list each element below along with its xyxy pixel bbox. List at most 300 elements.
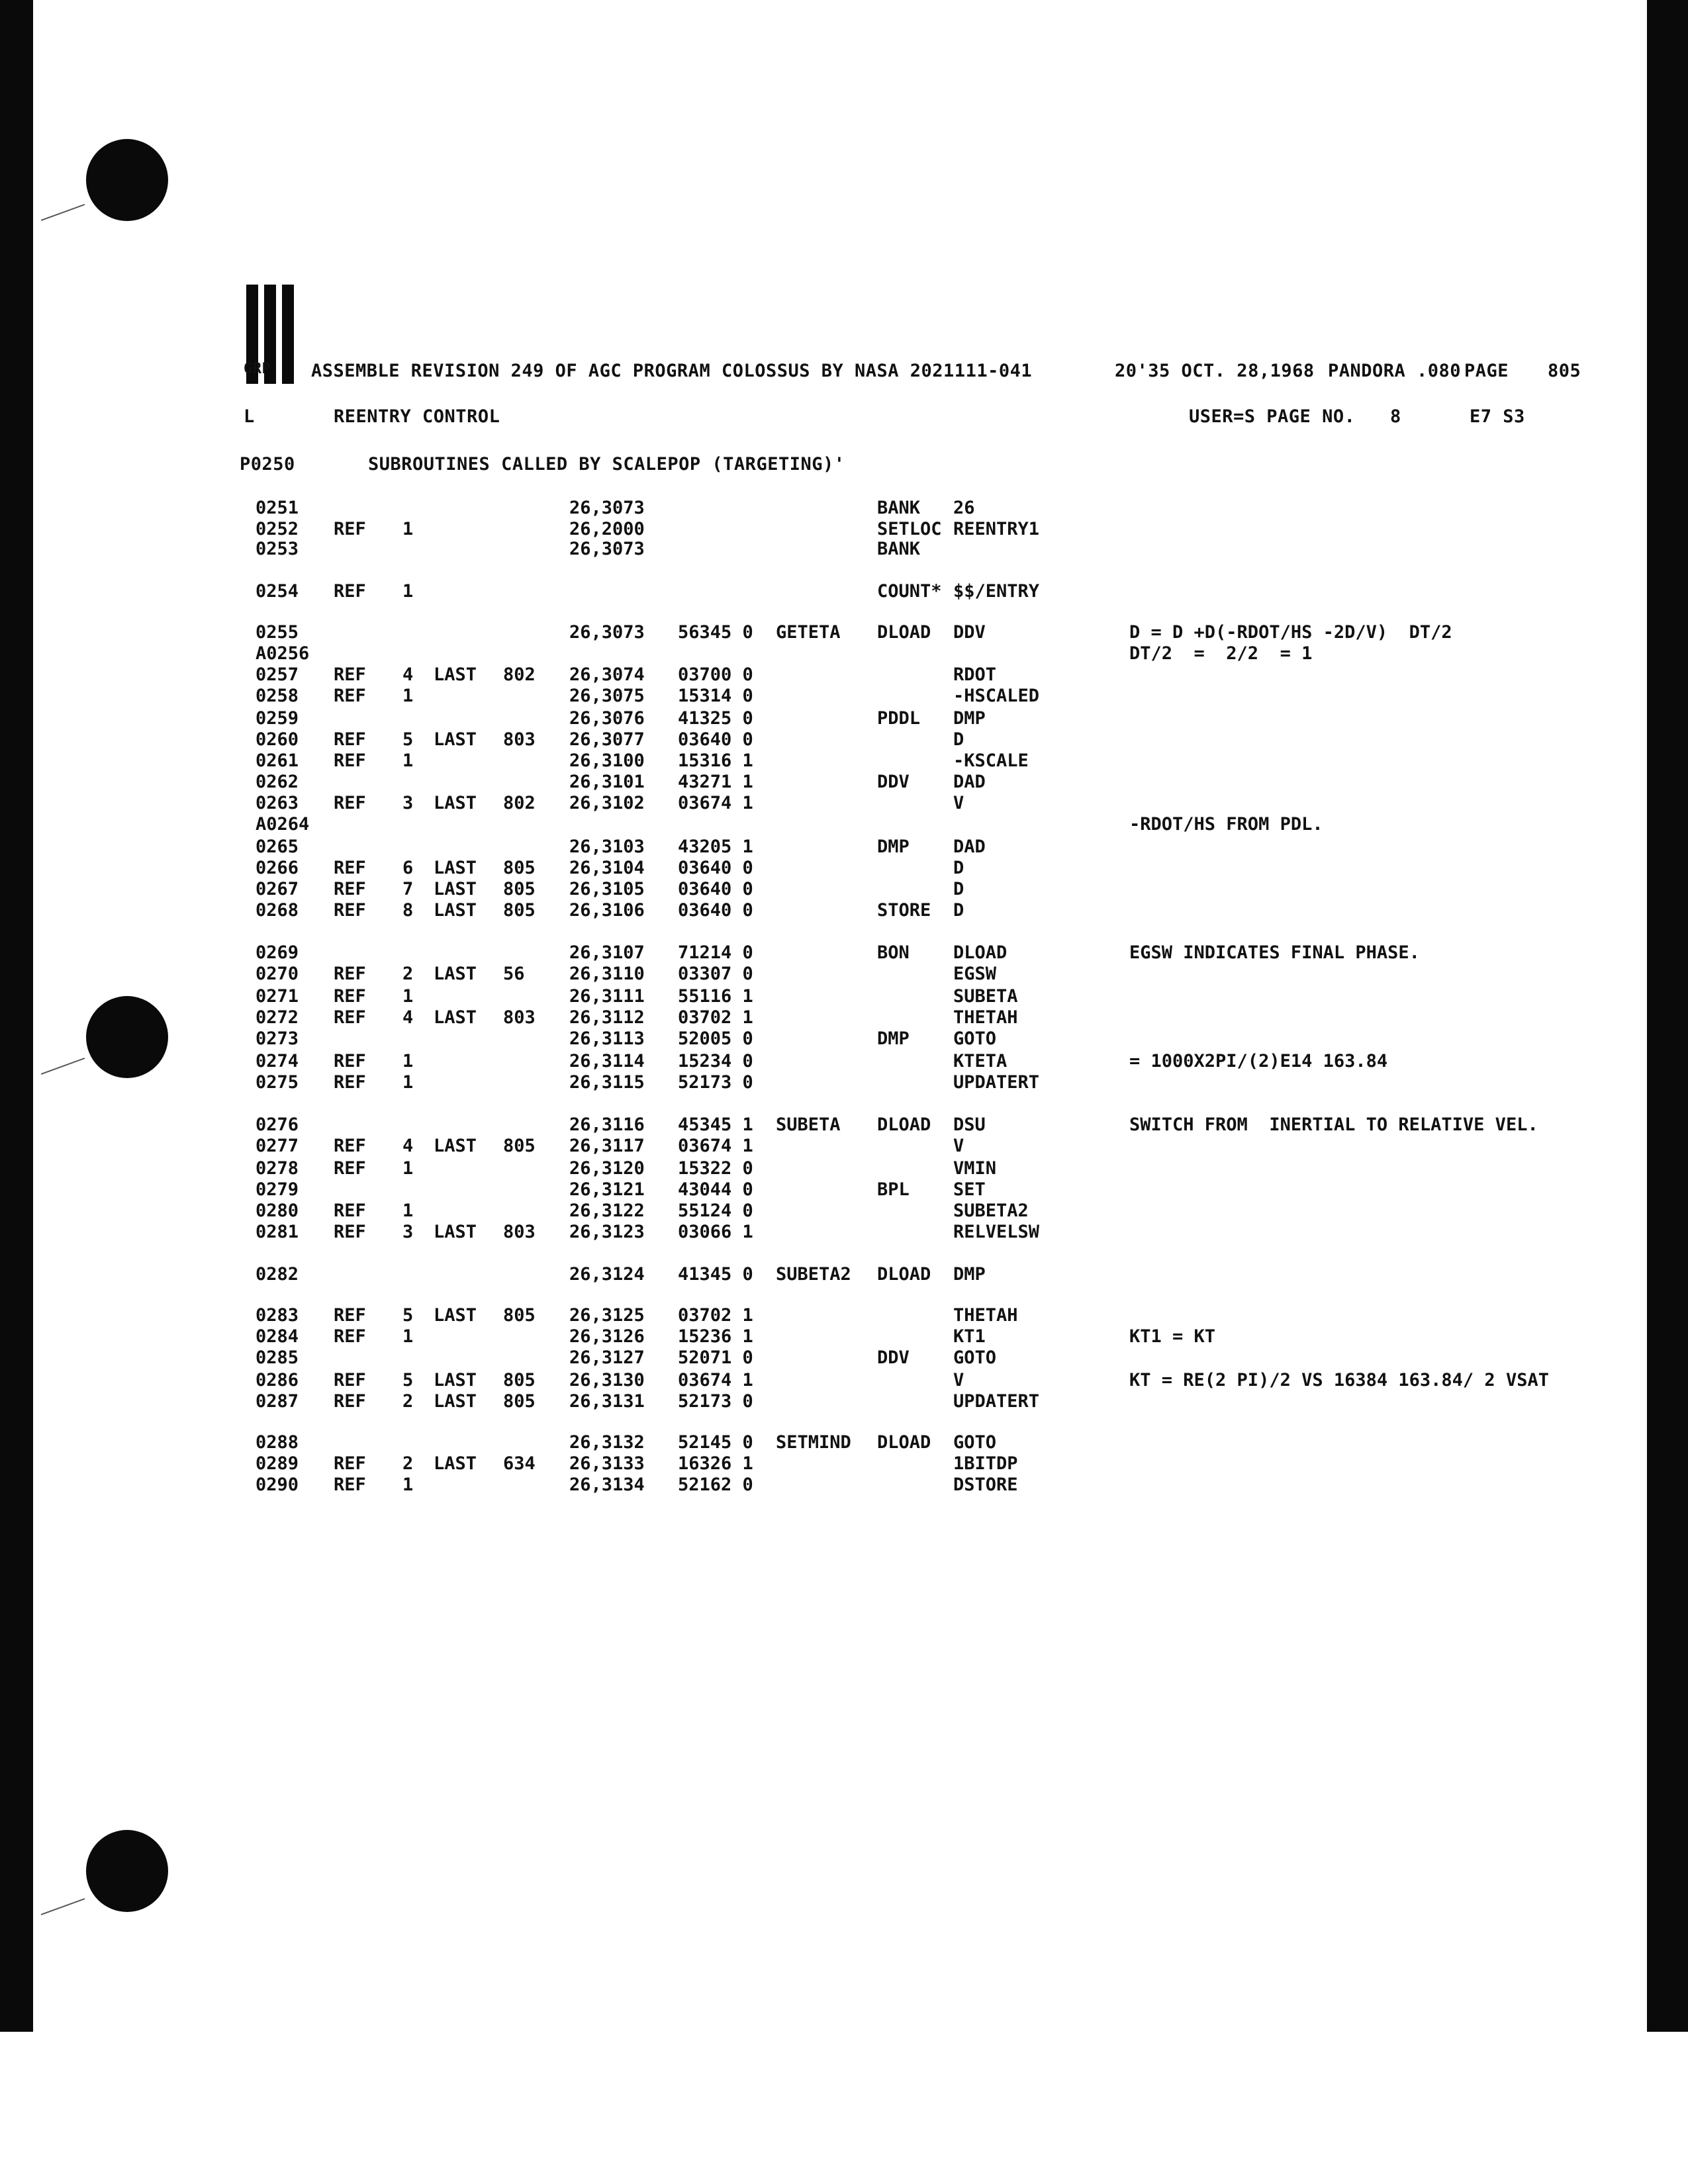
- ref-count: 1: [402, 751, 414, 771]
- ref-flag: REF: [334, 1201, 366, 1221]
- ref-count: 4: [402, 664, 414, 685]
- address: 26,3104: [569, 858, 645, 878]
- ref-flag: REF: [334, 1007, 366, 1028]
- octal-code: 52162 0: [678, 1475, 753, 1495]
- operand: D: [953, 858, 964, 878]
- listing-row: [0, 986, 1589, 1007]
- octal-code: 03674 1: [678, 1136, 753, 1156]
- header-mark: GRP: [244, 361, 271, 377]
- ref-count: 1: [402, 1158, 414, 1179]
- ref-flag: REF: [334, 1158, 366, 1179]
- address: 26,3117: [569, 1136, 645, 1156]
- operand: EGSW: [953, 964, 997, 984]
- line-number: 0272: [256, 1007, 299, 1028]
- listing-row: [0, 1028, 1589, 1050]
- operand: D: [953, 879, 964, 899]
- line-number: 0253: [256, 539, 299, 559]
- line-number: 0268: [256, 900, 299, 921]
- listing-row: [0, 793, 1589, 814]
- address: 26,2000: [569, 519, 645, 539]
- operand: VMIN: [953, 1158, 997, 1179]
- line-number: 0263: [256, 793, 299, 813]
- line-number: 0289: [256, 1453, 299, 1474]
- opcode: DDV: [877, 772, 910, 792]
- opcode: DDV: [877, 1347, 910, 1368]
- operand: GOTO: [953, 1432, 997, 1453]
- octal-code: 03640 0: [678, 858, 753, 878]
- listing-row: [0, 1347, 1589, 1369]
- octal-code: 43271 1: [678, 772, 753, 792]
- line-number: 0283: [256, 1305, 299, 1326]
- opcode: BON: [877, 942, 910, 963]
- listing-row: [0, 686, 1589, 707]
- last-page: 805: [503, 1136, 536, 1156]
- ref-flag: REF: [334, 1222, 366, 1242]
- listing-row: [0, 1136, 1589, 1157]
- opcode: SETLOC: [877, 519, 942, 539]
- listing-row: [0, 664, 1589, 686]
- line-number: 0284: [256, 1326, 299, 1347]
- comment: EGSW INDICATES FINAL PHASE.: [1129, 942, 1420, 963]
- last-flag: LAST: [434, 900, 477, 921]
- subheader-left-code: L: [244, 406, 255, 427]
- line-number: 0280: [256, 1201, 299, 1221]
- address: 26,3113: [569, 1028, 645, 1049]
- last-page: 803: [503, 1222, 536, 1242]
- address: 26,3134: [569, 1475, 645, 1495]
- listing-row: [0, 708, 1589, 729]
- last-flag: LAST: [434, 1305, 477, 1326]
- listing-row: [0, 1115, 1589, 1136]
- ref-count: 1: [402, 1475, 414, 1495]
- octal-code: 55116 1: [678, 986, 753, 1007]
- line-number: 0261: [256, 751, 299, 771]
- listing-row: [0, 1072, 1589, 1093]
- ref-flag: REF: [334, 1326, 366, 1347]
- ref-count: 4: [402, 1007, 414, 1028]
- octal-code: 52173 0: [678, 1072, 753, 1093]
- ref-flag: REF: [334, 1305, 366, 1326]
- last-flag: LAST: [434, 664, 477, 685]
- operand: 26: [953, 498, 975, 518]
- octal-code: 45345 1: [678, 1115, 753, 1135]
- address: 26,3125: [569, 1305, 645, 1326]
- listing-row: [0, 1326, 1589, 1347]
- section-title: REENTRY CONTROL: [334, 406, 500, 427]
- octal-code: 03702 1: [678, 1305, 753, 1326]
- octal-code: 52071 0: [678, 1347, 753, 1368]
- listing-row: [0, 858, 1589, 879]
- opcode: PDDL: [877, 708, 921, 729]
- listing-row: [0, 1370, 1589, 1391]
- octal-code: 15234 0: [678, 1051, 753, 1071]
- user-code: E7 S3: [1470, 406, 1525, 427]
- listing-row: [0, 837, 1589, 858]
- address: 26,3106: [569, 900, 645, 921]
- octal-code: 03307 0: [678, 964, 753, 984]
- operand: KTETA: [953, 1051, 1008, 1071]
- comment: KT1 = KT: [1129, 1326, 1216, 1347]
- address: 26,3120: [569, 1158, 645, 1179]
- comment: = 1000X2PI/(2)E14 163.84: [1129, 1051, 1388, 1071]
- line-number: 0278: [256, 1158, 299, 1179]
- ref-count: 1: [402, 581, 414, 602]
- ref-flag: REF: [334, 751, 366, 771]
- octal-code: 16326 1: [678, 1453, 753, 1474]
- address: 26,3114: [569, 1051, 645, 1071]
- octal-code: 52145 0: [678, 1432, 753, 1453]
- ref-count: 2: [402, 964, 414, 984]
- ref-flag: REF: [334, 519, 366, 539]
- octal-code: 52173 0: [678, 1391, 753, 1412]
- ref-count: 7: [402, 879, 414, 899]
- octal-code: 03702 1: [678, 1007, 753, 1028]
- line-number: 0251: [256, 498, 299, 518]
- ref-count: 1: [402, 1051, 414, 1071]
- address: 26,3076: [569, 708, 645, 729]
- line-number: 0258: [256, 686, 299, 706]
- user-page-number: 8: [1390, 406, 1401, 427]
- address: 26,3132: [569, 1432, 645, 1453]
- header-title: ASSEMBLE REVISION 249 OF AGC PROGRAM COLOSSUS BY NASA 2021111-041: [311, 361, 1033, 381]
- last-page: 803: [503, 729, 536, 750]
- opcode: DLOAD: [877, 622, 931, 643]
- line-number: A0264: [256, 814, 310, 835]
- line-number: 0277: [256, 1136, 299, 1156]
- line-number: A0256: [256, 643, 310, 664]
- listing-row: [0, 643, 1589, 664]
- ref-flag: REF: [334, 1370, 366, 1390]
- header-timestamp: 20'35 OCT. 28,1968: [1115, 361, 1315, 381]
- address: 26,3111: [569, 986, 645, 1007]
- listing-row: [0, 498, 1589, 519]
- ref-count: 1: [402, 1201, 414, 1221]
- comment: -RDOT/HS FROM PDL.: [1129, 814, 1323, 835]
- listing-row: [0, 772, 1589, 793]
- listing-row: [0, 964, 1589, 985]
- last-page: 56: [503, 964, 525, 984]
- listing-row: [0, 1201, 1589, 1222]
- last-flag: LAST: [434, 1453, 477, 1474]
- listing-row: [0, 900, 1589, 921]
- symbol-label: GETETA: [776, 622, 841, 643]
- address: 26,3131: [569, 1391, 645, 1412]
- ref-flag: REF: [334, 686, 366, 706]
- listing-row: [0, 942, 1589, 964]
- octal-code: 03640 0: [678, 879, 753, 899]
- last-flag: LAST: [434, 1136, 477, 1156]
- ref-flag: REF: [334, 879, 366, 899]
- last-page: 802: [503, 793, 536, 813]
- listing-row: [0, 1475, 1589, 1496]
- octal-code: 03674 1: [678, 1370, 753, 1390]
- last-page: 802: [503, 664, 536, 685]
- address: 26,3101: [569, 772, 645, 792]
- octal-code: 43205 1: [678, 837, 753, 857]
- operand: THETAH: [953, 1007, 1018, 1028]
- section-heading-text: SUBROUTINES CALLED BY SCALEPOP (TARGETING)': [368, 454, 845, 475]
- ref-count: 5: [402, 1370, 414, 1390]
- opcode: COUNT*: [877, 581, 942, 602]
- last-page: 805: [503, 1391, 536, 1412]
- ref-count: 6: [402, 858, 414, 878]
- line-number: 0286: [256, 1370, 299, 1390]
- line-number: 0290: [256, 1475, 299, 1495]
- listing-row: [0, 1432, 1589, 1453]
- listing-row: [0, 1453, 1589, 1475]
- octal-code: 43044 0: [678, 1179, 753, 1200]
- opcode: DLOAD: [877, 1264, 931, 1285]
- punch-hole-icon: [86, 139, 168, 221]
- octal-code: 03640 0: [678, 729, 753, 750]
- punch-hole-icon: [86, 1830, 168, 1912]
- line-number: 0276: [256, 1115, 299, 1135]
- line-number: 0260: [256, 729, 299, 750]
- operand: GOTO: [953, 1028, 997, 1049]
- opcode: BANK: [877, 539, 921, 559]
- last-page: 805: [503, 858, 536, 878]
- header-page-number: 805: [1548, 361, 1581, 381]
- operand: DMP: [953, 708, 986, 729]
- line-number: 0274: [256, 1051, 299, 1071]
- line-number: 0255: [256, 622, 299, 643]
- operand: KT1: [953, 1326, 986, 1347]
- ref-count: 1: [402, 519, 414, 539]
- listing-row: [0, 729, 1589, 751]
- ref-count: 4: [402, 1136, 414, 1156]
- operand: V: [953, 793, 964, 813]
- octal-code: 56345 0: [678, 622, 753, 643]
- operand: REENTRY1: [953, 519, 1040, 539]
- address: 26,3100: [569, 751, 645, 771]
- binder-edge-right: [1647, 0, 1688, 2032]
- ref-count: 1: [402, 1072, 414, 1093]
- opcode: DMP: [877, 837, 910, 857]
- symbol-label: SETMIND: [776, 1432, 851, 1453]
- octal-code: 15322 0: [678, 1158, 753, 1179]
- line-number: 0269: [256, 942, 299, 963]
- line-number: 0266: [256, 858, 299, 878]
- listing-row: [0, 814, 1589, 835]
- octal-code: 03640 0: [678, 900, 753, 921]
- line-number: 0270: [256, 964, 299, 984]
- last-flag: LAST: [434, 729, 477, 750]
- operand: SUBETA: [953, 986, 1018, 1007]
- octal-code: 03700 0: [678, 664, 753, 685]
- ref-flag: REF: [334, 1136, 366, 1156]
- line-number: 0267: [256, 879, 299, 899]
- header-site: PANDORA .080: [1328, 361, 1462, 381]
- operand: V: [953, 1136, 964, 1156]
- address: 26,3107: [569, 942, 645, 963]
- address: 26,3115: [569, 1072, 645, 1093]
- ref-flag: REF: [334, 900, 366, 921]
- ref-flag: REF: [334, 858, 366, 878]
- ref-count: 1: [402, 686, 414, 706]
- opcode: DLOAD: [877, 1432, 931, 1453]
- section-heading-number: P0250: [240, 454, 295, 475]
- line-number: 0273: [256, 1028, 299, 1049]
- comment: DT/2 = 2/2 = 1: [1129, 643, 1313, 664]
- operand: $$/ENTRY: [953, 581, 1040, 602]
- last-page: 805: [503, 900, 536, 921]
- ref-count: 5: [402, 1305, 414, 1326]
- listing-row: [0, 1305, 1589, 1326]
- symbol-label: SUBETA2: [776, 1264, 851, 1285]
- last-flag: LAST: [434, 1007, 477, 1028]
- operand: UPDATERT: [953, 1072, 1040, 1093]
- operand: DLOAD: [953, 942, 1008, 963]
- address: 26,3074: [569, 664, 645, 685]
- octal-code: 71214 0: [678, 942, 753, 963]
- operand: -HSCALED: [953, 686, 1040, 706]
- operand: -KSCALE: [953, 751, 1029, 771]
- last-page: 634: [503, 1453, 536, 1474]
- ref-count: 3: [402, 1222, 414, 1242]
- octal-code: 52005 0: [678, 1028, 753, 1049]
- octal-code: 55124 0: [678, 1201, 753, 1221]
- listing-row: [0, 1007, 1589, 1028]
- address: 26,3105: [569, 879, 645, 899]
- ref-flag: REF: [334, 1072, 366, 1093]
- address: 26,3124: [569, 1264, 645, 1285]
- operand: D: [953, 900, 964, 921]
- operand: D: [953, 729, 964, 750]
- listing-row: [0, 1179, 1589, 1201]
- opcode: BPL: [877, 1179, 910, 1200]
- octal-code: 41325 0: [678, 708, 753, 729]
- ref-count: 2: [402, 1453, 414, 1474]
- operand: GOTO: [953, 1347, 997, 1368]
- ref-count: 3: [402, 793, 414, 813]
- last-page: 803: [503, 1007, 536, 1028]
- listing-row: [0, 622, 1589, 643]
- line-number: 0252: [256, 519, 299, 539]
- last-page: 805: [503, 1305, 536, 1326]
- ref-flag: REF: [334, 964, 366, 984]
- header-page-label: PAGE: [1464, 361, 1509, 381]
- ref-count: 1: [402, 986, 414, 1007]
- operand: SUBETA2: [953, 1201, 1029, 1221]
- opcode: STORE: [877, 900, 931, 921]
- listing-row: [0, 1391, 1589, 1412]
- listing-row: [0, 519, 1589, 540]
- address: 26,3112: [569, 1007, 645, 1028]
- ref-count: 2: [402, 1391, 414, 1412]
- line-number: 0281: [256, 1222, 299, 1242]
- operand: 1BITDP: [953, 1453, 1018, 1474]
- opcode: BANK: [877, 498, 921, 518]
- last-flag: LAST: [434, 1222, 477, 1242]
- listing-row: [0, 1222, 1589, 1243]
- ref-flag: REF: [334, 1391, 366, 1412]
- opcode: DMP: [877, 1028, 910, 1049]
- ref-count: 5: [402, 729, 414, 750]
- line-number: 0271: [256, 986, 299, 1007]
- last-flag: LAST: [434, 964, 477, 984]
- octal-code: 15316 1: [678, 751, 753, 771]
- operand: RELVELSW: [953, 1222, 1040, 1242]
- address: 26,3122: [569, 1201, 645, 1221]
- address: 26,3073: [569, 498, 645, 518]
- operand: RDOT: [953, 664, 997, 685]
- ref-flag: REF: [334, 1051, 366, 1071]
- address: 26,3123: [569, 1222, 645, 1242]
- operand: V: [953, 1370, 964, 1390]
- last-flag: LAST: [434, 1391, 477, 1412]
- line-number: 0254: [256, 581, 299, 602]
- last-flag: LAST: [434, 858, 477, 878]
- address: 26,3116: [569, 1115, 645, 1135]
- last-page: 805: [503, 1370, 536, 1390]
- ref-count: 8: [402, 900, 414, 921]
- address: 26,3133: [569, 1453, 645, 1474]
- ref-flag: REF: [334, 793, 366, 813]
- listing-row: [0, 539, 1589, 560]
- address: 26,3073: [569, 539, 645, 559]
- operand: DAD: [953, 772, 986, 792]
- address: 26,3121: [569, 1179, 645, 1200]
- line-number: 0285: [256, 1347, 299, 1368]
- line-number: 0262: [256, 772, 299, 792]
- scan-mark: [41, 204, 85, 221]
- ref-count: 1: [402, 1326, 414, 1347]
- operand: DAD: [953, 837, 986, 857]
- operand: DMP: [953, 1264, 986, 1285]
- listing-row: [0, 1264, 1589, 1285]
- address: 26,3102: [569, 793, 645, 813]
- line-number: 0282: [256, 1264, 299, 1285]
- address: 26,3077: [569, 729, 645, 750]
- symbol-label: SUBETA: [776, 1115, 841, 1135]
- operand: UPDATERT: [953, 1391, 1040, 1412]
- listing-row: [0, 1051, 1589, 1072]
- octal-code: 41345 0: [678, 1264, 753, 1285]
- user-page-label: USER=S PAGE NO.: [1189, 406, 1356, 427]
- address: 26,3130: [569, 1370, 645, 1390]
- line-number: 0259: [256, 708, 299, 729]
- ref-flag: REF: [334, 729, 366, 750]
- operand: DSU: [953, 1115, 986, 1135]
- listing-row: [0, 581, 1589, 602]
- last-page: 805: [503, 879, 536, 899]
- line-number: 0287: [256, 1391, 299, 1412]
- operand: THETAH: [953, 1305, 1018, 1326]
- ref-flag: REF: [334, 664, 366, 685]
- octal-code: 15314 0: [678, 686, 753, 706]
- listing-row: [0, 1158, 1589, 1179]
- comment: D = D +D(-RDOT/HS -2D/V) DT/2: [1129, 622, 1452, 643]
- ref-flag: REF: [334, 581, 366, 602]
- address: 26,3127: [569, 1347, 645, 1368]
- ref-flag: REF: [334, 986, 366, 1007]
- address: 26,3073: [569, 622, 645, 643]
- operand: DSTORE: [953, 1475, 1018, 1495]
- scan-mark: [41, 1898, 85, 1915]
- opcode: DLOAD: [877, 1115, 931, 1135]
- last-flag: LAST: [434, 1370, 477, 1390]
- last-flag: LAST: [434, 793, 477, 813]
- ref-flag: REF: [334, 1453, 366, 1474]
- address: 26,3103: [569, 837, 645, 857]
- octal-code: 03674 1: [678, 793, 753, 813]
- operand: DDV: [953, 622, 986, 643]
- operand: SET: [953, 1179, 986, 1200]
- line-number: 0265: [256, 837, 299, 857]
- line-number: 0279: [256, 1179, 299, 1200]
- listing-row: [0, 751, 1589, 772]
- address: 26,3126: [569, 1326, 645, 1347]
